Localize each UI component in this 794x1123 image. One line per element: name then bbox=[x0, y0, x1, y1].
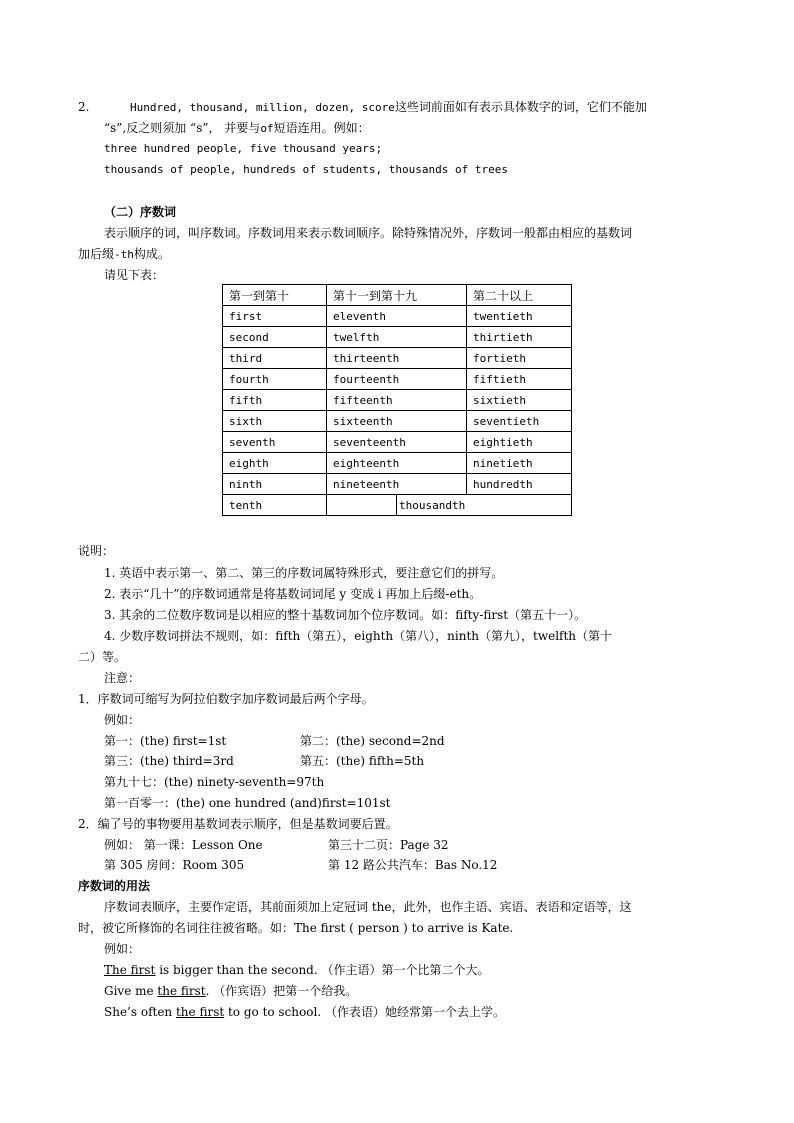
para2-line1-cn: 这些词前面如有表示具体数字的词，它们不能加 bbox=[394, 100, 647, 114]
attention-label: 注意： bbox=[104, 671, 141, 685]
attention-point-1: 1．序数词可缩写为阿拉伯数字加序数词最后两个字母。 bbox=[78, 692, 374, 706]
para2-words: Hundred, thousand, million, dozen, score bbox=[130, 101, 395, 114]
usage-example-3-rest: to go to school. （作表语）她经常第一个去上学。 bbox=[224, 1005, 505, 1019]
usage-line-2: 时，被它所修饰的名词往往被省略。如：The first ( person ) to arrive is Kate. bbox=[78, 921, 514, 935]
table-cell: second bbox=[223, 327, 327, 348]
table-cell: fifth bbox=[223, 390, 327, 411]
table-cell: thirtieth bbox=[467, 327, 572, 348]
table-row bbox=[223, 411, 572, 432]
example-room: 第 305 房间：Room 305 bbox=[104, 858, 245, 872]
table-row bbox=[223, 390, 572, 411]
table-cell: twentieth bbox=[467, 306, 572, 327]
note-3: 3. 其余的二位数序数词是以相应的整十基数词加个位序数词。如：fifty-first（第五十一）。 bbox=[104, 608, 587, 622]
table-row bbox=[223, 495, 572, 516]
example-lesson: 例如： 第一课：Lesson One bbox=[104, 838, 263, 852]
usage-example-label: 例如： bbox=[104, 942, 141, 956]
para2-line2 bbox=[104, 120, 370, 137]
notes-label: 说明： bbox=[78, 544, 115, 558]
table-cell: hundredth bbox=[467, 474, 572, 495]
usage-example-2-rest: . （作宾语）把第一个给我。 bbox=[205, 984, 358, 998]
table-cell: eightieth bbox=[467, 432, 572, 453]
table-cell: eighth bbox=[223, 453, 327, 474]
table-cell: fifteenth bbox=[327, 390, 467, 411]
para2-line2-end: 短语连用。例如： bbox=[273, 121, 370, 135]
table-cell: first bbox=[223, 306, 327, 327]
intro-line2-a: 加后缀 bbox=[78, 247, 115, 261]
table-cell: seventeenth bbox=[327, 432, 467, 453]
usage-example-2 bbox=[104, 983, 357, 999]
table-cell: tenth bbox=[223, 495, 327, 516]
attention-point-2: 2．编了号的事物要用基数词表示顺序，但是基数词要后置。 bbox=[78, 817, 398, 831]
table-row bbox=[223, 348, 572, 369]
intro-line-3: 请见下表： bbox=[104, 268, 165, 282]
abbr-97th: 第九十七：(the) ninety-seventh=97th bbox=[104, 775, 325, 789]
attention-example-label: 例如： bbox=[104, 713, 141, 727]
abbr-third: 第三：(the) third=3rd bbox=[104, 754, 234, 768]
ordinal-table bbox=[222, 284, 572, 516]
para2-line2-cn: “s”,反之则须加 “s”， 并要与 bbox=[104, 121, 261, 135]
note-2: 2. 表示“几十”的序数词通常是将基数词词尾 y 变成 i 再加上后缀-eth。 bbox=[104, 587, 482, 601]
example-page: 第三十二页：Page 32 bbox=[328, 838, 449, 852]
abbr-101st: 第一百零一：(the) one hundred (and)first=101st bbox=[104, 796, 391, 810]
table-cell: thousandth bbox=[327, 495, 572, 516]
table-cell: seventieth bbox=[467, 411, 572, 432]
table-row bbox=[223, 306, 572, 327]
usage-example-3-pre: She’s often bbox=[104, 1005, 176, 1019]
table-cell: thirteenth bbox=[327, 348, 467, 369]
table-cell: third bbox=[223, 348, 327, 369]
table-header-cell: 第十一到第十九 bbox=[327, 285, 467, 306]
abbr-first: 第一：(the) first=1st bbox=[104, 734, 227, 748]
usage-example-3 bbox=[104, 1004, 505, 1020]
table-header-cell: 第二十以上 bbox=[467, 285, 572, 306]
abbr-second: 第二：(the) second=2nd bbox=[300, 734, 445, 748]
table-cell: fiftieth bbox=[467, 369, 572, 390]
table-cell: nineteenth bbox=[327, 474, 467, 495]
example-bus: 第 12 路公共汽车：Bas No.12 bbox=[328, 858, 498, 872]
table-row bbox=[223, 453, 572, 474]
table-header-cell: 第一到第十 bbox=[223, 285, 327, 306]
table-cell: seventh bbox=[223, 432, 327, 453]
table-cell: eleventh bbox=[327, 306, 467, 327]
table-cell: eighteenth bbox=[327, 453, 467, 474]
note-4: 4. 少数序数词拼法不规则，如：fifth（第五），eighth（第八），ninth（第九），twelfth（第十 bbox=[104, 629, 613, 643]
intro-line-2 bbox=[78, 246, 170, 263]
section-title: （二）序数词 bbox=[104, 205, 177, 219]
note-4-cont: 二）等。 bbox=[78, 650, 127, 664]
intro-line-1: 表示顺序的词，叫序数词。序数词用来表示数词顺序。除特殊情况外，序数词一般都由相应的基数词 bbox=[104, 226, 633, 240]
table-cell: ninetieth bbox=[467, 453, 572, 474]
table-cell: fourteenth bbox=[327, 369, 467, 390]
table-row bbox=[223, 369, 572, 390]
table-cell: sixteenth bbox=[327, 411, 467, 432]
table-cell: fourth bbox=[223, 369, 327, 390]
para2-of: of bbox=[260, 122, 274, 135]
table-cell: fortieth bbox=[467, 348, 572, 369]
note-1: 1. 英语中表示第一、第二、第三的序数词属特殊形式，要注意它们的拼写。 bbox=[104, 566, 504, 580]
para2-example-2: thousands of people, hundreds of students, thousands of trees bbox=[104, 163, 508, 176]
table-row bbox=[223, 327, 572, 348]
table-row bbox=[223, 432, 572, 453]
underlined-phrase: the first bbox=[157, 984, 206, 998]
usage-example-1 bbox=[104, 962, 490, 978]
table-cell: twelfth bbox=[327, 327, 467, 348]
usage-example-1-rest: is bigger than the second. （作主语）第一个比第二个大。 bbox=[155, 963, 490, 977]
table-cell: sixtieth bbox=[467, 390, 572, 411]
usage-line-1: 序数词表顺序，主要作定语，其前面须加上定冠词 the，此外，也作主语、宾语、表语和定语等，这 bbox=[104, 900, 632, 914]
table-cell: ninth bbox=[223, 474, 327, 495]
usage-title: 序数词的用法 bbox=[78, 879, 151, 893]
para2-line1 bbox=[130, 99, 647, 116]
underlined-phrase: The first bbox=[104, 963, 156, 977]
underlined-phrase: the first bbox=[175, 1005, 225, 1019]
usage-example-2-pre: Give me bbox=[104, 984, 158, 998]
item-number: 2. bbox=[78, 100, 90, 114]
table-header-row bbox=[223, 285, 572, 306]
para2-example-1: three hundred people, five thousand years; bbox=[104, 142, 383, 155]
table-row bbox=[223, 474, 572, 495]
table-cell: sixth bbox=[223, 411, 327, 432]
intro-line2-c: 构成。 bbox=[133, 247, 170, 261]
intro-suffix: -th bbox=[114, 248, 134, 261]
abbr-fifth: 第五：(the) fifth=5th bbox=[300, 754, 425, 768]
